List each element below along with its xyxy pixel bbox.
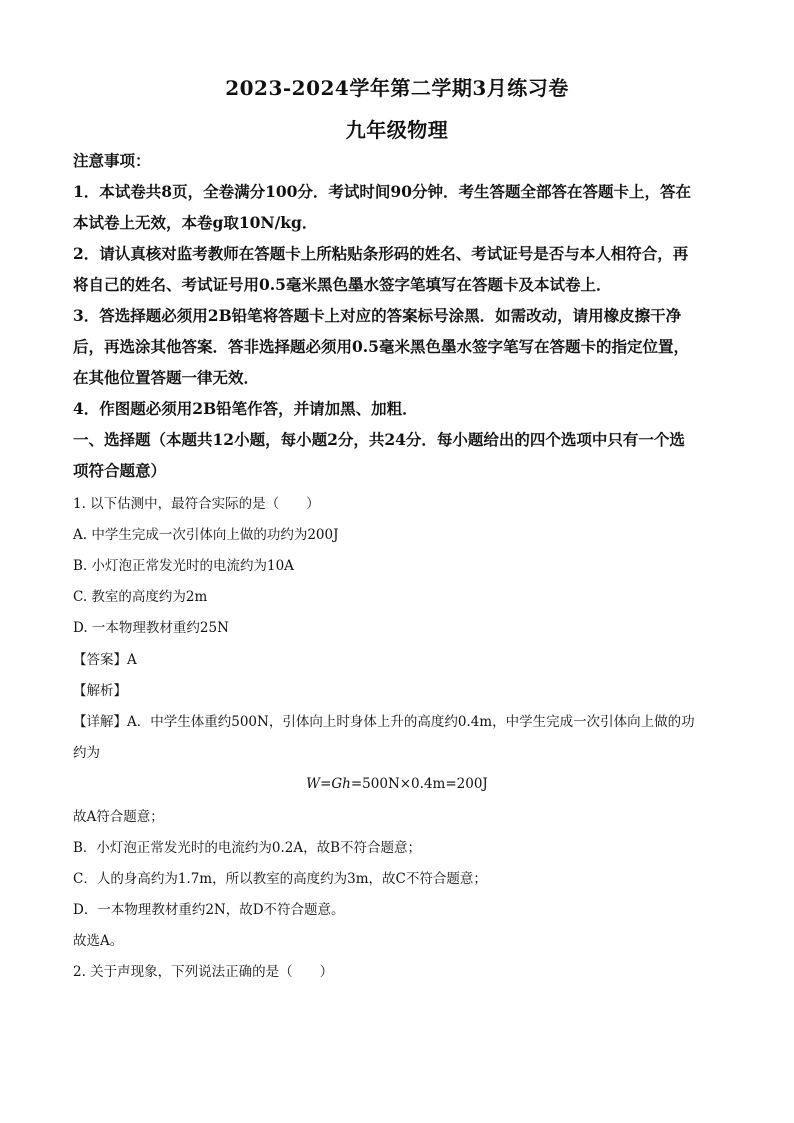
explain-line: B．小灯泡正常发光时的电流约为0.2A，故B不符合题意； [73, 840, 422, 856]
analysis-label: 【解析】 [73, 683, 127, 699]
option-c: C. 教室的高度约为2m [73, 589, 208, 605]
notes-line: 后，再选涂其他答案．答非选择题必须用0.5毫米黑色墨水签字笔写在答题卡的指定位置， [73, 337, 689, 356]
notes-line: 2．请认真核对监考教师在答题卡上所粘贴条形码的姓名、考试证号是否与本人相符合，再 [73, 244, 689, 263]
option-d: D. 一本物理教材重约25N [73, 620, 229, 636]
notes-heading: 注意事项： [73, 151, 151, 170]
question-stem: 2. 关于声现象，下列说法正确的是（ ） [73, 964, 334, 980]
option-a: A. 中学生完成一次引体向上做的功约为200J [73, 527, 339, 543]
notes-line: 本试卷上无效，本卷g取10N/kg． [73, 213, 318, 232]
detail-text: 【详解】A．中学生体重约500N，引体向上时身体上升的高度约0.4m，中学生完成一次引体向上做的功 [73, 714, 695, 730]
notes-line: 将自己的姓名、考试证号用0.5毫米黑色墨水签字笔填写在答题卡及本试卷上． [73, 275, 612, 294]
exam-subtitle: 九年级物理 [345, 118, 449, 142]
notes-line: 3．答选择题必须用2B铅笔将答题卡上对应的答案标号涂黑．如需改动，请用橡皮擦干净 [73, 306, 682, 325]
section-heading-cont: 项符合题意） [73, 461, 167, 480]
question-stem: 1. 以下估测中，最符合实际的是（ ） [73, 496, 320, 512]
explain-line: 故选A。 [73, 933, 124, 949]
notes-line: 1．本试卷共8页，全卷满分100分．考试时间90分钟．考生答题全部答在答题卡上，答在 [73, 182, 691, 201]
explain-line: 故A符合题意； [73, 809, 164, 825]
notes-line: 在其他位置答题一律无效． [73, 368, 260, 387]
formula [0, 774, 794, 794]
formula-equals: = [320, 776, 332, 792]
formula-gh-symbol: Gh [331, 776, 351, 792]
section-heading: 一、选择题（本题共12小题，每小题2分，共24分．每小题给出的四个选项中只有一个选 [73, 430, 685, 449]
formula-result: =500N×0.4m=200J [350, 776, 488, 792]
option-b: B. 小灯泡正常发光时的电流约为10A [73, 558, 294, 574]
detail-text-cont: 约为 [73, 745, 100, 761]
answer-label: 【答案】A [73, 652, 137, 668]
notes-line: 4．作图题必须用2B铅笔作答，并请加黑、加粗． [73, 399, 418, 418]
formula-work-symbol: W [306, 776, 321, 792]
exam-title: 2023-2024学年第二学期3月练习卷 [225, 76, 569, 100]
explain-line: D．一本物理教材重约2N，故D不符合题意。 [73, 902, 345, 918]
explain-line: C．人的身高约为1.7m，所以教室的高度约为3m，故C不符合题意； [73, 871, 487, 887]
